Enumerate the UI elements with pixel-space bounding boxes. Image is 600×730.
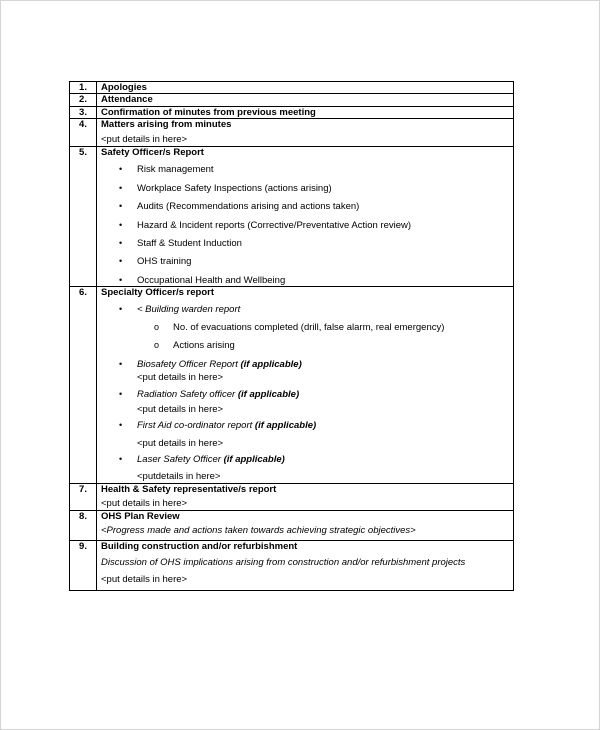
item-detail: <put details in here>	[137, 437, 224, 449]
item-title: Attendance	[101, 94, 153, 106]
item-title: Health & Safety representative/s report	[101, 483, 277, 495]
officer-list	[101, 454, 509, 465]
item-detail: <put details in here>	[137, 372, 224, 384]
item-title: Apologies	[101, 82, 147, 93]
list-item: • Biosafety Officer Report (if applicable)	[119, 358, 302, 370]
agenda-table	[69, 81, 514, 591]
table-row	[70, 94, 514, 106]
bullet-icon: •	[119, 389, 123, 400]
item-number: 7.	[70, 483, 97, 510]
item-cell	[97, 146, 514, 286]
bullet-icon: •	[119, 219, 123, 230]
item-detail: <put details in here>	[137, 403, 224, 415]
table-row	[70, 541, 514, 590]
item-title: Confirmation of minutes from previous meeting	[101, 106, 316, 118]
warden-sublist	[101, 322, 509, 352]
bullet-icon: •	[119, 164, 123, 175]
list-item: • Radiation Safety officer (if applicable)	[119, 389, 300, 401]
bullet-icon: •	[119, 304, 123, 315]
table-row	[70, 106, 514, 118]
officer-list	[101, 420, 509, 431]
report-list	[101, 164, 509, 286]
item-cell	[97, 94, 514, 106]
table-row	[70, 483, 514, 510]
item-number: 9.	[70, 541, 97, 590]
bullet-icon: •	[119, 182, 123, 193]
table-row	[70, 146, 514, 286]
table-row	[70, 119, 514, 147]
officer-list	[101, 359, 509, 370]
item-detail: <put details in here>	[101, 498, 188, 510]
list-item: • OHS training	[119, 256, 192, 268]
list-item: o No. of evacuations completed (drill, false alarm, real emergency)	[154, 321, 445, 333]
item-title: Building construction and/or refurbishment	[101, 541, 298, 553]
item-cell	[97, 106, 514, 118]
item-number: 1.	[70, 82, 97, 94]
bullet-icon: •	[119, 237, 123, 248]
item-number: 6.	[70, 287, 97, 484]
list-item: • < Building warden report	[119, 304, 241, 316]
list-item: • Audits (Recommendations arising and actions taken)	[119, 201, 360, 213]
table-row	[70, 510, 514, 541]
list-item: • Staff & Student Induction	[119, 237, 242, 249]
item-number: 2.	[70, 94, 97, 106]
list-item: • First Aid co-ordinator report (if applicable)	[119, 420, 317, 432]
item-cell	[97, 510, 514, 541]
bullet-icon: •	[119, 453, 123, 464]
bullet-icon: •	[119, 274, 123, 285]
item-number: 8.	[70, 510, 97, 541]
bullet-icon: •	[119, 201, 123, 212]
officer-list	[101, 304, 509, 315]
item-cell	[97, 82, 514, 94]
item-title: Specialty Officer/s report	[101, 287, 214, 299]
item-number: 3.	[70, 106, 97, 118]
item-detail: <Progress made and actions taken towards achieving strategic objectives>	[101, 524, 416, 536]
item-number: 4.	[70, 119, 97, 147]
bullet-icon: •	[119, 358, 123, 369]
list-item: o Actions arising	[154, 340, 235, 352]
bullet-icon: •	[119, 256, 123, 267]
item-cell	[97, 483, 514, 510]
list-item: • Laser Safety Officer (if applicable)	[119, 453, 285, 465]
item-detail: Discussion of OHS implications arising from construction and/or refurbishment projects	[101, 556, 466, 568]
bullet-icon: •	[119, 420, 123, 431]
table-row	[70, 82, 514, 94]
list-item: • Workplace Safety Inspections (actions arising)	[119, 182, 332, 194]
circle-bullet-icon: o	[154, 321, 160, 332]
item-title: Matters arising from minutes	[101, 119, 232, 131]
officer-list	[101, 389, 509, 400]
item-detail: <put details in here>	[101, 574, 188, 586]
item-cell	[97, 119, 514, 147]
list-item: • Occupational Health and Wellbeing	[119, 274, 286, 286]
list-item: • Risk management	[119, 164, 214, 176]
item-title: OHS Plan Review	[101, 510, 180, 522]
item-cell	[97, 287, 514, 484]
item-number: 5.	[70, 146, 97, 286]
item-title: Safety Officer/s Report	[101, 146, 204, 158]
item-cell	[97, 541, 514, 590]
circle-bullet-icon: o	[154, 340, 160, 351]
item-detail: <put details in here>	[101, 133, 188, 145]
table-row	[70, 287, 514, 484]
item-detail: <putdetails in here>	[137, 471, 221, 483]
list-item: • Hazard & Incident reports (Corrective/Preventative Action review)	[119, 219, 412, 231]
